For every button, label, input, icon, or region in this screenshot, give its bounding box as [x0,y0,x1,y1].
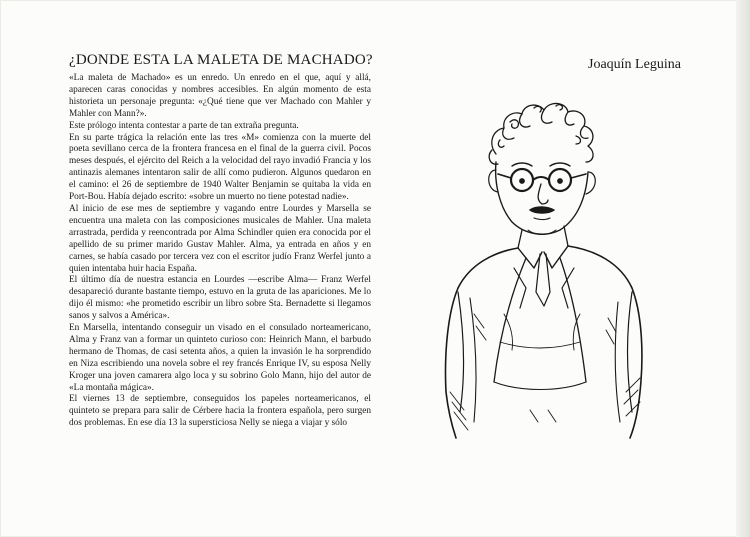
article-paragraph: El último día de nuestra estancia en Lourdes —escribe Alma— Franz Werfel desapareció durante bastante tiempo, estuvo en la gruta de las apariciones. Me lo dijo él mismo: «he prometido escribir un libro sobre Sta. Bernadette si llegamos sanos y salvos a América». [69,275,371,322]
article-paragraph: «La maleta de Machado» es un enredo. Un enredo en el que, aquí y allá, aparecen caras conocidas y nombres accesibles. En algún momento de esta historieta un personaje pregunta: «¿Qué tiene que ver Machado con Mahler y Mahler con Mann?». [69,73,371,119]
article-paragraph: El viernes 13 de septiembre, conseguidos los papeles norteamericanos, el quinteto se prepara para salir de Cérbere hacia la frontera española, pero surgen dos problemas. En ese día 13 la supersticiosa Nelly se niega a viajar y sólo [69,394,371,429]
article [69,52,371,430]
article-title: ¿DONDE ESTA LA MALETA DE MACHADO? [69,52,373,68]
article-paragraph: En Marsella, intentando conseguir un visado en el consulado norteamericano, Alma y Franz van a formar un quinteto curioso con: Heinrich Mann, el barbudo hermano de Thomas, de casi setenta años, a quien la invasión le ha sorprendido en Niza escribiendo una novela sobre el rey francés Enrique IV, su esposa Nelly Kroger una joven camarera algo loca y su sobrino Golo Mann, hijo del autor de «La montaña mágica». [69,323,371,393]
article-paragraph: En su parte trágica la relación ente las tres «M» comienza con la muerte del poeta sevillano cerca de la frontera francesa en el final de la guerra civil. Pocos meses después, el ejército del Reich a la velocidad del rayo invadió Francia y los antinazis alemanes intentaron salir de allí como pudieron. Algunos quedaron en el camino: el 26 de septiembre de 1940 Walter Benjamin se quitaba la vida en Port-Bou. Había dejado escrito: «sobre un muerto no tiene potestad nadie». [69,132,371,203]
portrait-sketch-icon [430,92,660,442]
author-name: Joaquín Leguina [588,57,681,72]
article-paragraph: Al inicio de ese mes de septiembre y vagando entre Lourdes y Marsella se encuentra una maleta con las composiciones musicales de Mahler. Una maleta arrastrada, perdida y reencontrada por Alma Schindler quien era conocida por el apellido de su primer marido Gustav Mahler. Alma, ya entrada en años y en carnes, se había casado por tercera vez con el escritor judío Franz Werfel junto a quien intentaba huir hacia España. [69,203,371,274]
page-fold-shadow [736,0,750,537]
article-paragraph: Este prólogo intenta contestar a parte de tan extraña pregunta. [69,120,299,131]
